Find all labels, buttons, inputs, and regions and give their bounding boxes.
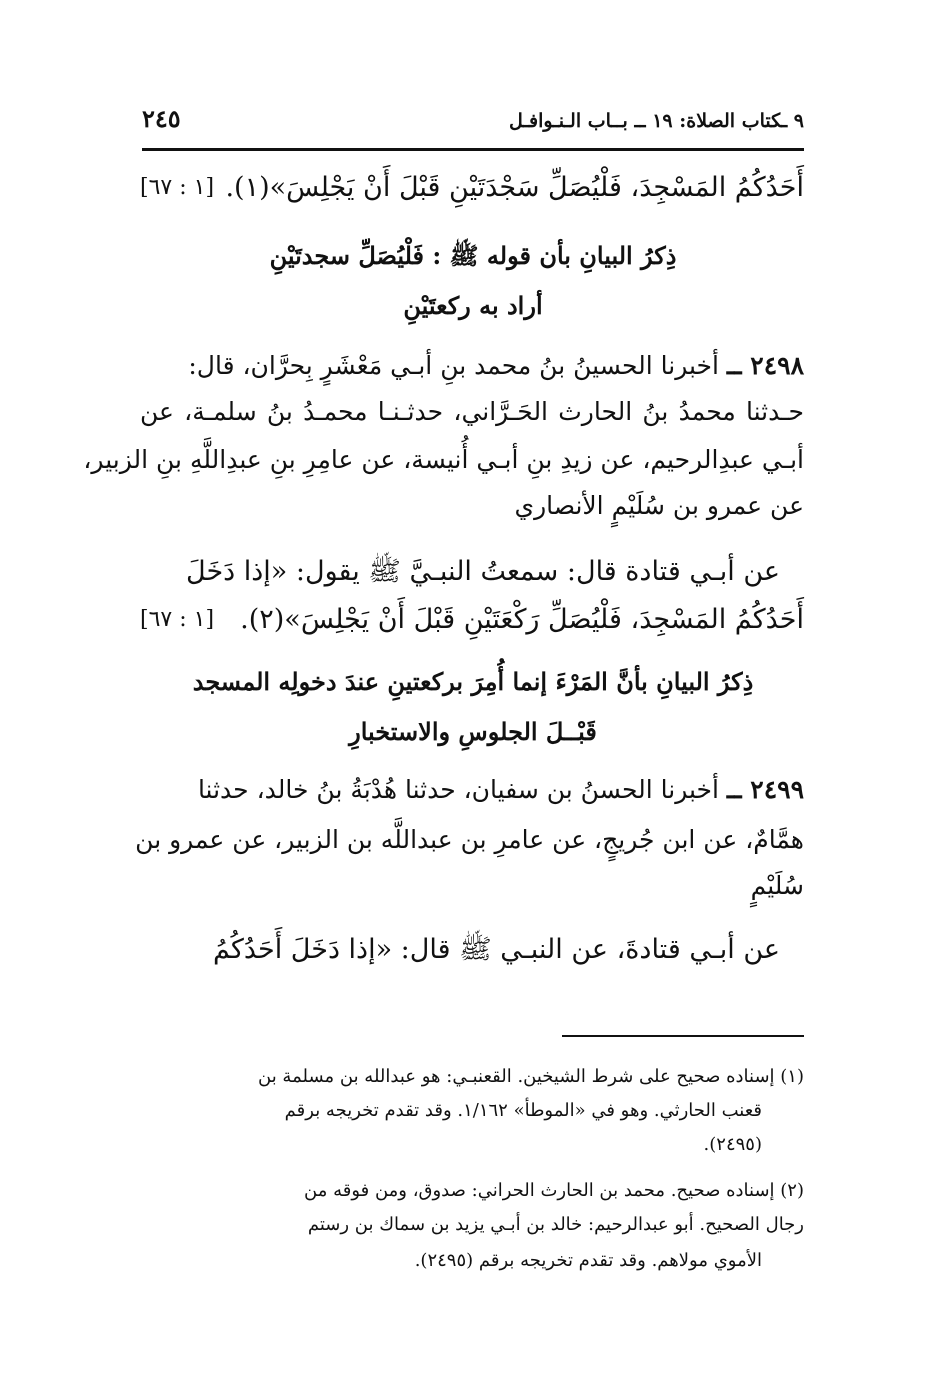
hadith-chain-line: سُلَيْمٍ	[750, 871, 804, 900]
footnote-line: رجال الصحيح. أبو عبدالرحيم: خالد بن أبـي يزيد بن سماك بن رستم	[307, 1214, 804, 1235]
page-number: ٢٤٥	[142, 104, 181, 133]
hadith-chain-line: أبـي عبدِالرحيم، عن زيدِ بنِ أبـي أُنيسة، عن عامِرِ بنِ عبدِاللَّهِ بنِ الزبير،	[83, 445, 804, 474]
chapter-title: أراد به ركعتَيْنِ	[403, 291, 543, 320]
hadith-number: ٢٤٩٨ ــ	[726, 351, 804, 380]
header-rule	[142, 148, 804, 151]
footnote-rule	[562, 1035, 804, 1037]
footnote-line: (٢٤٩٥).	[703, 1134, 762, 1155]
footnote-line: (٢) إسناده صحيح. محمد بن الحارث الحراني: صدوق، ومن فوقه من	[304, 1180, 804, 1201]
footnote-line: (١) إسناده صحيح على شرط الشيخين. القعنبـي: هو عبدالله بن مسلمة بن	[258, 1066, 804, 1087]
hadith-chain-line	[140, 770, 804, 810]
chapter-title: ذِكرُ البيانِ بأنَّ المَرْءَ إنما أُمِرَ بركعتينِ عندَ دخولِه المسجد	[192, 667, 754, 696]
hadith-matn-line: عن أبـي قتادةَ، عن النبـي ﷺ قال: «إذا دَخَلَ أَحَدُكُمُ	[213, 934, 780, 965]
chapter-title: قَبْــلَ الجلوسِ والاستخبارِ	[349, 717, 597, 746]
chain-text: أخبرنا الحسنُ بن سفيان، حدثنا هُدْبَةُ بنُ خالد، حدثنا	[197, 775, 719, 804]
hadith-chain-line: همَّامٌ، عن ابن جُريجٍ، عن عامرِ بن عبداللَّه بن الزبير، عن عمرو بن	[135, 825, 804, 854]
continuation-line	[140, 168, 804, 208]
chain-text: أخبرنا الحسينُ بنُ محمد بنِ أبـي مَعْشَرٍ بِحرَّان، قال:	[188, 351, 719, 380]
hadith-chain-line: عن عمرو بن سُلَيْمٍ الأنصاري	[514, 491, 804, 520]
hadith-number: ٢٤٩٩ ــ	[726, 775, 804, 804]
cross-reference: [١ : ٦٧]	[140, 175, 215, 200]
hadith-chain-line: حـدثنا محمدُ بنُ الحارث الحَـرَّاني، حدثـنـا محمـدُ بنُ سلمـة، عن	[140, 397, 804, 426]
chapter-title: ذِكرُ البيانِ بأن قوله ﷺ : فَلْيُصَلِّ سجدتَيْنِ	[269, 241, 677, 270]
hadith-matn-line: عن أبـي قتادة قال: سمعتُ النبـيَّ ﷺ يقول: «إذا دَخَلَ	[186, 556, 780, 587]
hadith-chain-line	[140, 346, 804, 386]
hadith-text: أَحَدُكُمُ المَسْجِدَ، فَلْيُصَلِّ رَكْعَتَيْنِ قَبْلَ أَنْ يَجْلِسَ»(٢).	[240, 604, 804, 635]
cross-reference: [١ : ٦٧]	[140, 607, 215, 632]
footnote-line: قعنب الحارثي. وهو في «الموطأ» ١/١٦٢. وقد تقدم تخريجه برقم	[284, 1100, 762, 1121]
footnote-line: الأموي مولاهم. وقد تقدم تخريجه برقم (٢٤٩٥).	[414, 1250, 762, 1271]
running-header: ٩ ـكتاب الصلاة: ١٩ ــ بــاب الـنـوافـل	[509, 110, 804, 132]
hadith-text: أَحَدُكُمُ المَسْجِدَ، فَلْيُصَلِّ سَجْدَتَيْنِ قَبْلَ أَنْ يَجْلِسَ»(١).	[225, 172, 804, 203]
hadith-matn-line	[140, 600, 804, 640]
